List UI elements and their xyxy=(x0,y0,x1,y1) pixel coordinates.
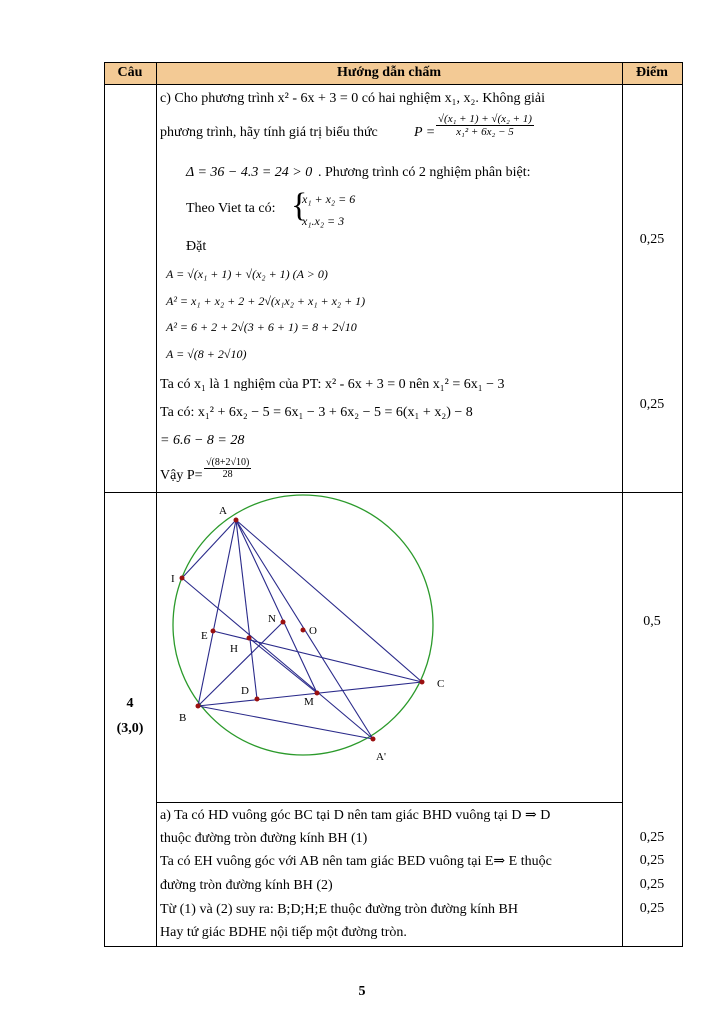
part-a-line6: Hay tứ giác BDHE nội tiếp một đường tròn. xyxy=(160,925,407,940)
eq-a4: A = √(8 + 2√10) xyxy=(166,347,247,361)
label-D: D xyxy=(241,685,249,697)
part-c-line1: c) Cho phương trình x² - 6x + 3 = 0 có hai nghiệm x₁, x₂. Không giải xyxy=(160,91,545,106)
vay-numerator: √(8+2√10) xyxy=(206,457,250,468)
eq-a2: A² = x₁ + x₂ + 2 + 2√(x₁x₂ + x₁ + x₂ + 1) xyxy=(166,294,366,308)
viet-eq2: x₁.x₂ = 3 xyxy=(302,214,345,228)
p-numerator: √(x₁ + 1) + √(x₂ + 1) xyxy=(438,113,532,125)
label-C: C xyxy=(437,678,445,690)
point-E xyxy=(211,629,216,634)
p-denominator: x₁² + 6x₂ − 5 xyxy=(456,126,514,138)
label-B: B xyxy=(179,712,187,724)
vay-denominator: 28 xyxy=(222,469,233,480)
part-a-line3: Ta có EH vuông góc với AB nên tam giác BED vuông tại E⇒ E thuộc xyxy=(160,854,552,869)
score-a-3: 0,25 xyxy=(639,877,665,892)
segment-BA2 xyxy=(198,706,373,739)
label-N: N xyxy=(268,613,276,625)
label-O: O xyxy=(309,625,317,637)
label-A: A xyxy=(219,505,227,517)
header-diem: Điểm xyxy=(636,65,668,80)
question-number: 4 xyxy=(126,696,134,711)
score-c-1: 0,25 xyxy=(639,232,665,247)
p-label: P = xyxy=(414,125,436,140)
segment-EC xyxy=(213,631,422,682)
label-H: H xyxy=(230,643,238,655)
score-a-2: 0,25 xyxy=(639,853,665,868)
viet-brace: { xyxy=(291,187,308,224)
score-a-1: 0,25 xyxy=(639,830,665,845)
score-c-2: 0,25 xyxy=(639,397,665,412)
part-c-line2: phương trình, hãy tính giá trị biểu thức xyxy=(160,125,378,140)
point-H xyxy=(247,636,252,641)
part-a-line4: đường tròn đường kính BH (2) xyxy=(160,878,333,893)
part-a-line1: a) Ta có HD vuông góc BC tại D nên tam giác BHD vuông tại D ⇒ D xyxy=(160,808,551,823)
segment-IA2 xyxy=(182,578,373,739)
vay-label: Vậy P= xyxy=(160,468,203,483)
part-a-line5: Từ (1) và (2) suy ra: B;D;H;E thuộc đường tròn đường kính BH xyxy=(160,902,518,917)
score-a-4: 0,25 xyxy=(639,901,665,916)
line-taco: Ta có: x₁² + 6x₂ − 5 = 6x₁ − 3 + 6x₂ − 5 = 6(x₁ + x₂) − 8 xyxy=(160,405,473,420)
eq-a3: A² = 6 + 2 + 2√(3 + 6 + 1) = 8 + 2√10 xyxy=(166,320,357,334)
segment-AC xyxy=(236,520,422,682)
segment-HM xyxy=(249,638,317,693)
point-D xyxy=(255,697,260,702)
point-B xyxy=(196,704,201,709)
header-cau: Câu xyxy=(117,65,143,80)
label-E: E xyxy=(201,630,208,642)
point-O xyxy=(301,628,306,633)
label-I: I xyxy=(171,573,175,585)
label-M: M xyxy=(304,696,314,708)
line-root: Ta có x₁ là 1 nghiệm của PT: x² - 6x + 3 = 0 nên x₁² = 6x₁ − 3 xyxy=(160,377,505,392)
segment-AB xyxy=(198,520,236,706)
segment-IA xyxy=(182,520,236,578)
part-a-line2: thuộc đường tròn đường kính BH (1) xyxy=(160,831,368,846)
page-number: 5 xyxy=(358,984,366,999)
question-points: (3,0) xyxy=(116,721,144,736)
eq-a1: A = √(x₁ + 1) + √(x₂ + 1) (A > 0) xyxy=(166,267,328,281)
label-A-prime: A' xyxy=(376,751,386,763)
score-figure: 0,5 xyxy=(643,614,661,629)
delta-expression: Δ = 36 − 4.3 = 24 > 0 xyxy=(186,165,313,180)
header-huong-dan: Hướng dẫn chấm xyxy=(336,65,442,80)
delta-text: . Phương trình có 2 nghiệm phân biệt: xyxy=(318,165,531,180)
viet-eq1: x₁ + x₂ = 6 xyxy=(302,192,356,206)
point-M xyxy=(315,691,320,696)
segment-AM xyxy=(236,520,317,693)
line-eq: = 6.6 − 8 = 28 xyxy=(160,433,245,448)
point-I xyxy=(180,576,185,581)
dat-label: Đặt xyxy=(186,239,207,254)
point-A xyxy=(234,518,239,523)
segment-AD xyxy=(236,520,257,699)
circumcircle xyxy=(173,495,433,755)
point-N xyxy=(281,620,286,625)
viet-label: Theo Viet ta có: xyxy=(186,201,276,216)
point-A-prime xyxy=(371,737,376,742)
point-C xyxy=(420,680,425,685)
